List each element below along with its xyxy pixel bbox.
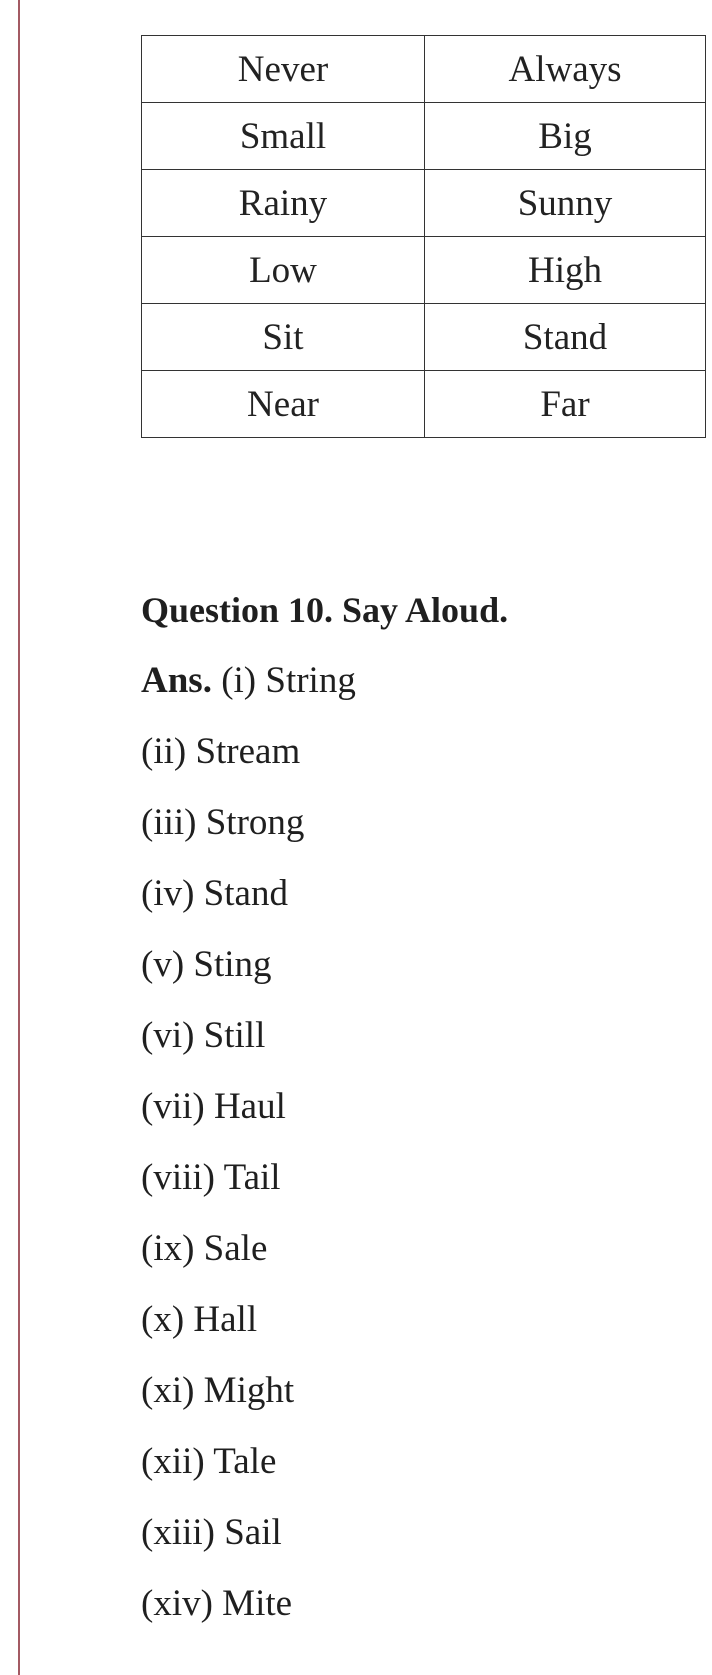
- answer-list-item: (xiii) Sail: [141, 1512, 282, 1553]
- table-row: [142, 170, 706, 237]
- table-cell-word: Small: [142, 103, 425, 170]
- table-cell-word: Sit: [142, 304, 425, 371]
- table-cell-word: Low: [142, 237, 425, 304]
- table-cell-opposite: Stand: [425, 304, 706, 371]
- answer-list-item: (iii) Strong: [141, 802, 305, 843]
- answer-list-item: (vii) Haul: [141, 1086, 286, 1127]
- answer-list: [141, 662, 356, 1656]
- answer-list-item: [141, 662, 356, 733]
- table-cell-opposite: Always: [425, 36, 706, 103]
- table-cell-word: Rainy: [142, 170, 425, 237]
- question-heading: Question 10. Say Aloud.: [141, 590, 509, 630]
- table-cell-opposite: Big: [425, 103, 706, 170]
- answer-list-item: (viii) Tail: [141, 1157, 281, 1198]
- answer-list-item: (x) Hall: [141, 1299, 258, 1340]
- answer-list-item: (xi) Might: [141, 1370, 295, 1411]
- answer-list-item: (vi) Still: [141, 1015, 266, 1056]
- table-cell-opposite: Sunny: [425, 170, 706, 237]
- table-cell-opposite: Far: [425, 371, 706, 438]
- antonyms-table: [141, 35, 706, 438]
- answer-list-item: (iv) Stand: [141, 873, 288, 914]
- answer-list-item: (ii) Stream: [141, 731, 301, 772]
- page-margin-line: [18, 0, 20, 1675]
- table-row: [142, 36, 706, 103]
- table-row: [142, 304, 706, 371]
- answer-prefix: Ans.: [141, 660, 212, 701]
- table-cell-opposite: High: [425, 237, 706, 304]
- answer-item-text: (i) String: [221, 660, 356, 701]
- table-row: [142, 371, 706, 438]
- table-cell-word: Never: [142, 36, 425, 103]
- answer-list-item: (v) Sting: [141, 944, 272, 985]
- answer-list-item: (xiv) Mite: [141, 1583, 293, 1624]
- answer-list-item: (xii) Tale: [141, 1441, 277, 1482]
- table-cell-word: Near: [142, 371, 425, 438]
- table-row: [142, 103, 706, 170]
- table-row: [142, 237, 706, 304]
- answer-list-item: (ix) Sale: [141, 1228, 268, 1269]
